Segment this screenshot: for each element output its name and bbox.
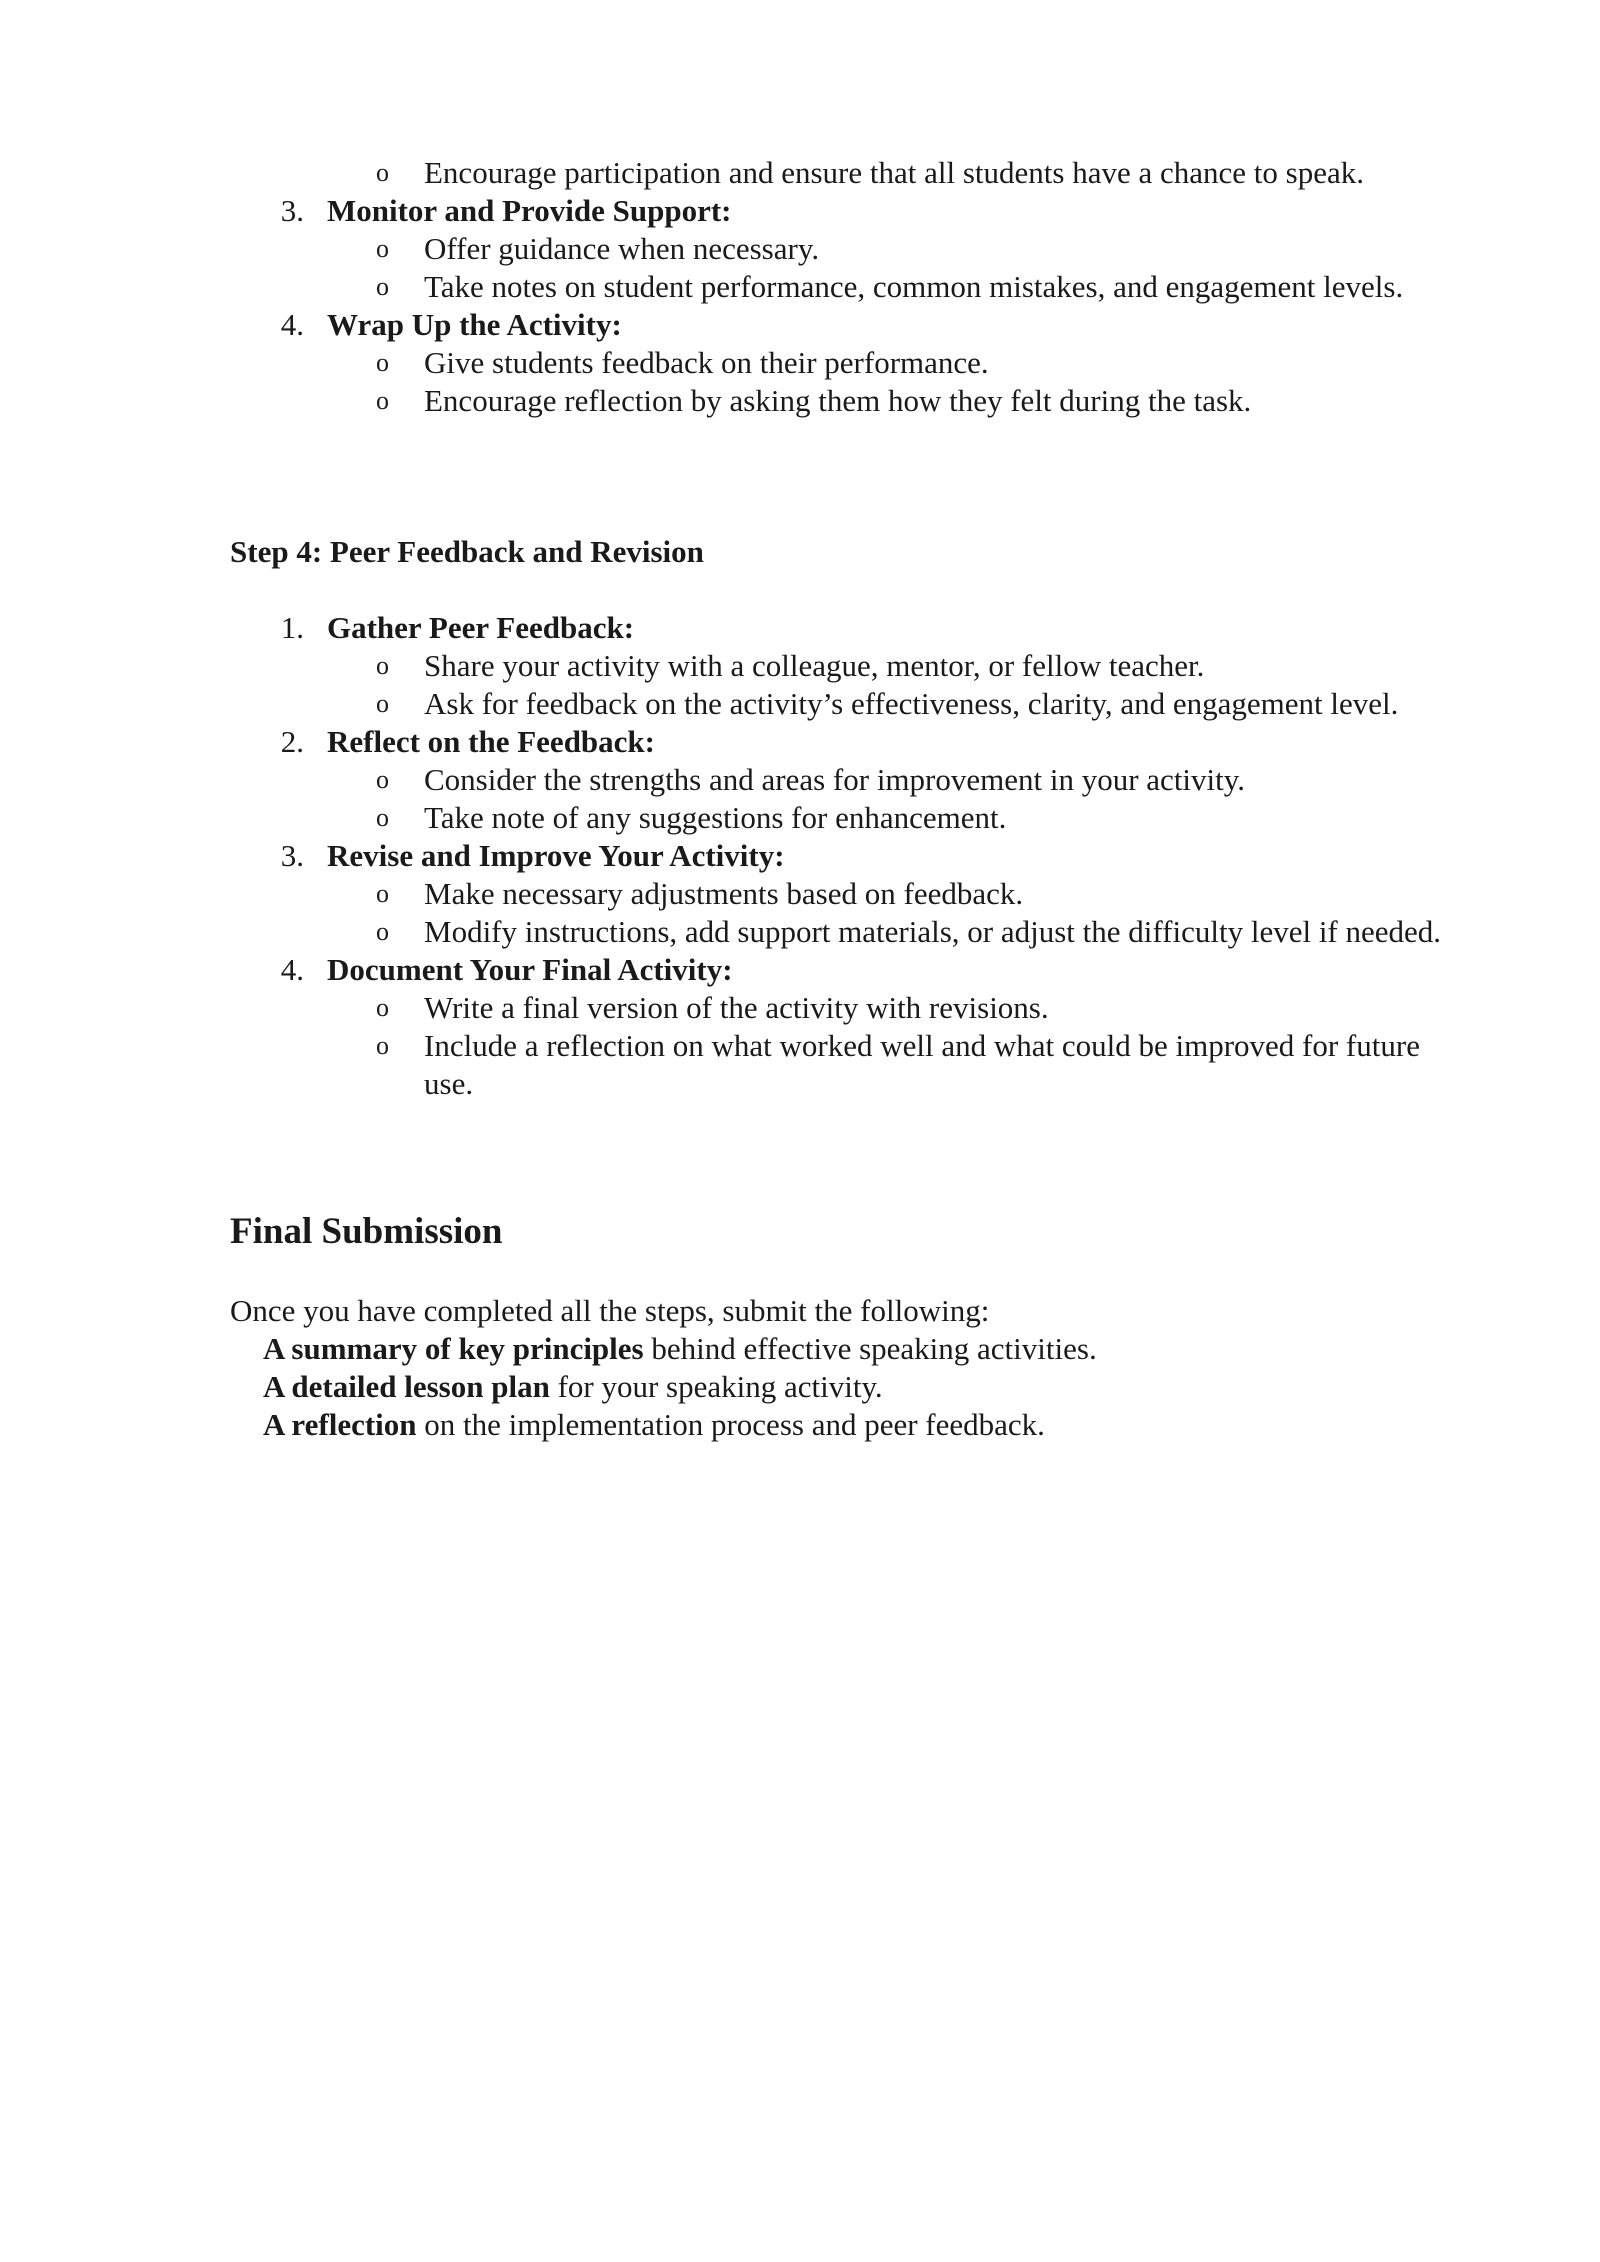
submission-item [263,1330,1097,1368]
bullet-marker: o [376,272,389,301]
list-number: 2. [280,724,304,759]
list-bullet-text: Make necessary adjustments based on feedback. [424,876,1024,911]
list-item-title: Document Your Final Activity: [327,952,733,987]
bullet-marker: o [376,879,389,908]
bullet-marker: o [376,386,389,415]
list-item-title: Wrap Up the Activity: [327,307,622,342]
bullet-marker: o [376,651,389,680]
list-number: 4. [280,307,304,342]
list-number: 3. [280,838,304,873]
submission-item [263,1406,1045,1444]
section-heading: Step 4: Peer Feedback and Revision [230,534,704,569]
submission-item-rest: behind effective speaking activities. [643,1331,1097,1366]
list-number: 4. [280,952,304,987]
list-number: 1. [280,610,304,645]
final-submission-heading: Final Submission [230,1211,503,1252]
bullet-marker: o [376,689,389,718]
submission-item-bold: A reflection [263,1407,417,1442]
list-bullet-text: Encourage participation and ensure that all students have a chance to speak. [424,155,1364,190]
list-item-title: Reflect on the Feedback: [327,724,655,759]
list-bullet-text: Offer guidance when necessary. [424,231,820,266]
list-bullet-text: Share your activity with a colleague, mentor, or fellow teacher. [424,648,1205,683]
final-submission-intro: Once you have completed all the steps, submit the following: [230,1293,990,1328]
list-bullet-text: Take notes on student performance, common mistakes, and engagement levels. [424,269,1404,304]
submission-item-rest: for your speaking activity. [549,1369,883,1404]
list-number: 3. [280,193,304,228]
list-bullet-text-continued: use. [424,1066,474,1101]
submission-item [263,1368,883,1406]
submission-item-bold: A summary of key principles [263,1331,644,1366]
list-bullet-text: Encourage reflection by asking them how they felt during the task. [424,383,1252,418]
list-bullet-text: Modify instructions, add support materials, or adjust the difficulty level if needed. [424,914,1442,949]
bullet-marker: o [376,158,389,187]
list-bullet-text: Consider the strengths and areas for improvement in your activity. [424,762,1246,797]
submission-item-rest: on the implementation process and peer feedback. [416,1407,1045,1442]
list-bullet-text: Take note of any suggestions for enhancement. [424,800,1007,835]
list-bullet-text: Ask for feedback on the activity’s effectiveness, clarity, and engagement level. [424,686,1399,721]
bullet-marker: o [376,234,389,263]
submission-item-bold: A detailed lesson plan [263,1369,550,1404]
list-bullet-text: Write a final version of the activity with revisions. [424,990,1049,1025]
bullet-marker: o [376,917,389,946]
bullet-marker: o [376,348,389,377]
bullet-marker: o [376,1031,389,1060]
list-item-title: Monitor and Provide Support: [327,193,732,228]
list-bullet-text: Include a reflection on what worked well and what could be improved for future [424,1028,1420,1063]
bullet-marker: o [376,803,389,832]
list-bullet-text: Give students feedback on their performance. [424,345,989,380]
list-item-title: Gather Peer Feedback: [327,610,635,645]
bullet-marker: o [376,765,389,794]
list-item-title: Revise and Improve Your Activity: [327,838,785,873]
bullet-marker: o [376,993,389,1022]
